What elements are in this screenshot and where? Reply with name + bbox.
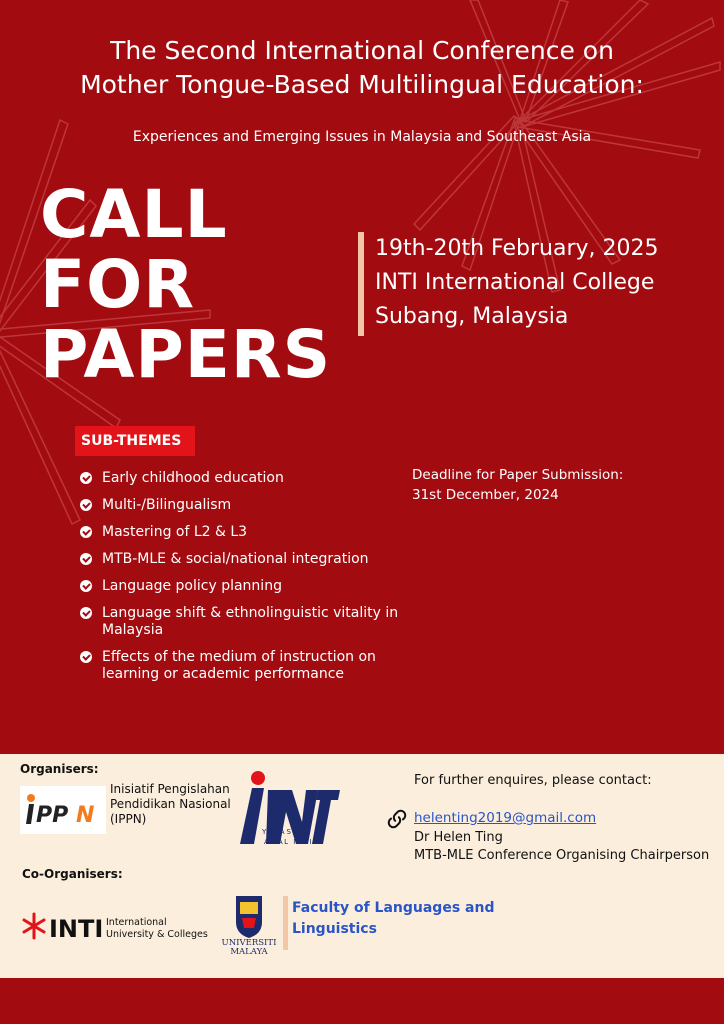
contact-role: MTB-MLE Conference Organising Chairperson [414,848,710,863]
list-item: Language policy planning [80,578,410,595]
faculty-name: Faculty of Languages and Linguistics [292,900,495,937]
check-circle-icon [80,553,92,565]
check-circle-icon [80,526,92,538]
yayasan-amal-inti-logo [232,770,342,852]
coorganisers-label: Co-Organisers: [22,867,123,881]
conference-title [20,34,704,102]
ippn-logo [20,786,106,834]
call-for-papers-heading [40,176,332,393]
submission-deadline [412,465,623,505]
contact-intro: For further enquires, please contact: [414,773,652,788]
event-details [375,232,659,334]
contact-person [414,829,709,865]
svg-text:INTI: INTI [49,915,104,943]
subthemes-list [80,470,410,693]
list-item: MTB-MLE & social/national integration [80,551,410,568]
check-circle-icon [80,580,92,592]
svg-text:MALAYA: MALAYA [230,947,268,956]
subthemes-label: SUB-THEMES [75,426,195,456]
check-circle-icon [80,651,92,663]
title-line-1: The Second International Conference on [110,36,614,65]
svg-text:UNIVERSITI: UNIVERSITI [221,938,277,948]
deadline-label: Deadline for Paper Submission: [412,467,624,483]
contact-email-link[interactable]: helenting2019@gmail.com [414,810,597,826]
list-item: Mastering of L2 & L3 [80,524,410,541]
check-circle-icon [80,607,92,619]
svg-text:AMAL INTI: AMAL INTI [264,838,313,846]
event-venue: INTI International College [375,270,655,295]
cfp-word-call: CALL [40,176,228,253]
event-date: 19th-20th February, 2025 [375,236,659,261]
list-item: Effects of the medium of instruction on learning or academic performance [80,649,410,683]
title-line-2: Mother Tongue-Based Multilingual Education: [80,70,644,99]
svg-text:PP: PP [36,803,69,828]
conference-subtitle: Experiences and Emerging Issues in Malaysia and Southeast Asia [132,129,592,145]
event-accent-bar [358,232,364,336]
deadline-date: 31st December, 2024 [412,487,559,503]
contact-name: Dr Helen Ting [414,830,503,845]
ippn-name: Inisiatif Pengislahan Pendidikan Nasional (IPPN) [110,782,231,826]
svg-text:University & Colleges: University & Colleges [106,929,208,940]
check-circle-icon [80,499,92,511]
check-circle-icon [80,472,92,484]
inti-international-university-logo [22,906,212,946]
organisers-label: Organisers: [20,762,99,776]
footer-bar [0,978,724,1024]
svg-text:YAYASAN: YAYASAN [262,828,308,836]
list-item: Early childhood education [80,470,410,487]
event-location: Subang, Malaysia [375,304,569,329]
cfp-word-for: FOR [40,246,196,323]
list-item: Language shift & ethnolinguistic vitality in Malaysia [80,605,410,639]
svg-text:N: N [76,803,95,828]
list-item: Multi-/Bilingualism [80,497,410,514]
svg-text:International: International [106,917,167,928]
link-icon [386,808,408,830]
faculty-accent-bar [283,896,288,950]
universiti-malaya-logo [216,894,282,956]
cfp-word-papers: PAPERS [40,316,332,393]
